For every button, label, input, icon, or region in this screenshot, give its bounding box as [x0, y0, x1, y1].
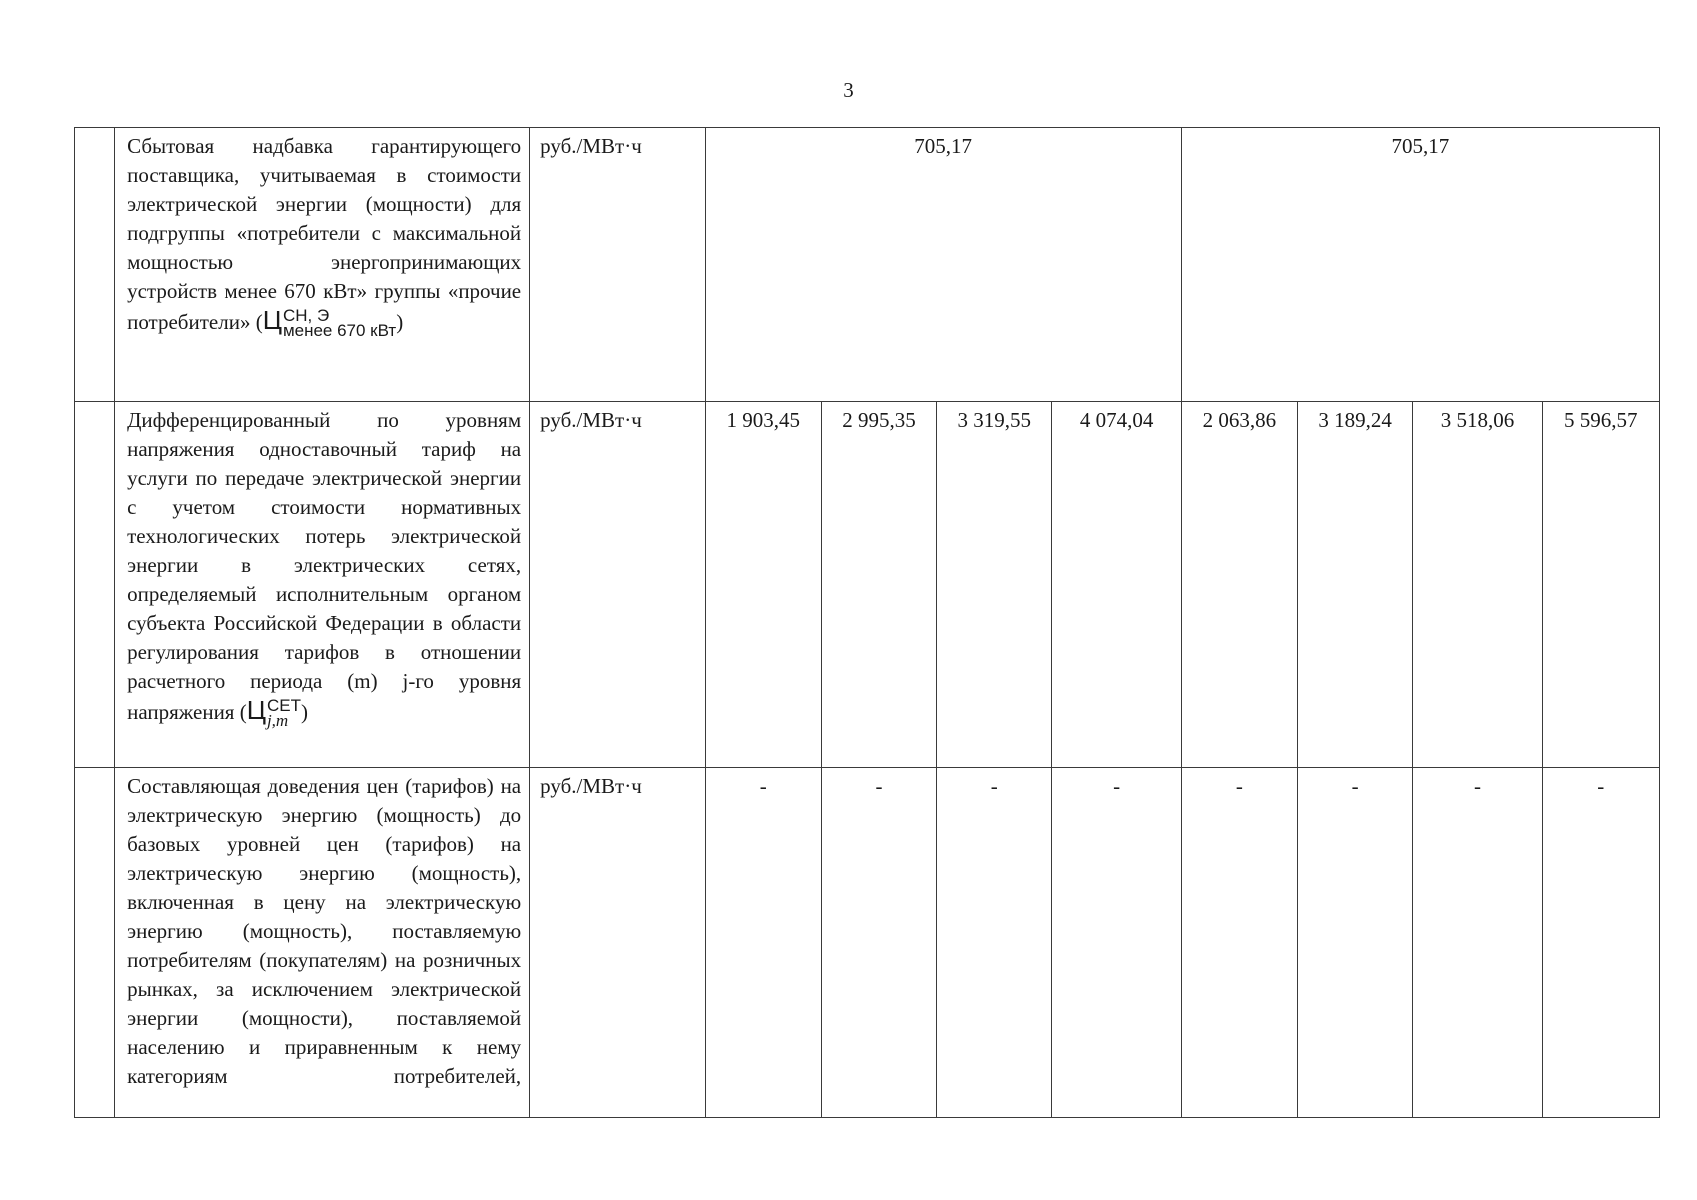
description-cell	[115, 402, 530, 768]
value-cell: -	[821, 768, 936, 1118]
description-end: )	[300, 700, 308, 724]
value-cell: 3 319,55	[937, 402, 1052, 768]
value-cell: -	[937, 768, 1052, 1118]
description-cell	[115, 128, 530, 402]
value-cell: 5 596,57	[1542, 402, 1659, 768]
table-row	[75, 128, 1660, 402]
page-number: 3	[843, 78, 854, 102]
description-cell	[115, 768, 530, 1118]
tariff-table	[74, 127, 1660, 1118]
formula	[246, 695, 301, 731]
description-tail	[127, 305, 521, 341]
formula-subscript: j,m	[266, 711, 289, 731]
table-row	[75, 768, 1660, 1118]
formula	[262, 305, 397, 341]
merged-value-cell: 705,17	[705, 128, 1181, 402]
table-row	[75, 402, 1660, 768]
merged-value-cell: 705,17	[1181, 128, 1659, 402]
description-tail-text: напряжения (	[127, 700, 247, 724]
unit-cell: руб./МВт·ч	[530, 768, 705, 1118]
formula-symbol: Ц	[246, 695, 266, 725]
formula-superscript: СН, Э	[282, 306, 330, 326]
value-cell: -	[1052, 768, 1181, 1118]
value-cell: 3 518,06	[1413, 402, 1542, 768]
description-text: Сбытовая надбавка гарантирующего поставщика, учитываемая в стоимости электрической энергии (мощности) для подгруппы «потребители с максимальной мощностью энергопринимающих устройств менее 670 кВт» группы «прочие	[127, 134, 522, 303]
unit-cell: руб./МВт·ч	[530, 128, 705, 402]
index-cell	[75, 128, 115, 402]
value-cell: 2 995,35	[821, 402, 936, 768]
index-cell	[75, 768, 115, 1118]
description-text: Составляющая доведения цен (тарифов) на электрическую энергию (мощность) до базовых уровней цен (тарифов) на электрическую энергию (мощность), включенная в цену на электрическую энергию (мощность), поставляемую потребителям (покупателям) на розничных рынках, за исключением электрической энергии (мощности), поставляемой населению и приравненным к нему категориям потребителей,	[127, 774, 522, 1088]
formula-symbol: Ц	[262, 305, 282, 335]
value-cell: -	[705, 768, 821, 1118]
index-cell	[75, 402, 115, 768]
value-cell: -	[1413, 768, 1542, 1118]
description-end: )	[396, 310, 404, 334]
formula-subscript: менее 670 кВт	[282, 321, 397, 341]
formula-superscript: СЕТ	[266, 696, 301, 716]
description-tail	[127, 695, 521, 731]
value-cell: -	[1298, 768, 1413, 1118]
value-cell: 4 074,04	[1052, 402, 1181, 768]
value-cell: 3 189,24	[1298, 402, 1413, 768]
value-cell: -	[1542, 768, 1659, 1118]
value-cell: -	[1181, 768, 1297, 1118]
unit-cell: руб./МВт·ч	[530, 402, 705, 768]
description-tail-text: потребители» (	[127, 310, 263, 334]
value-cell: 1 903,45	[705, 402, 821, 768]
description-text: Дифференцированный по уровням напряжения одноставочный тариф на услуги по передаче электрической энергии с учетом стоимости нормативных технологических потерь электрической энергии в электрических сетях, определяемый исполнительным органом субъекта Российской Федерации в области регулирования тарифов в отношении расчетного периода (m) j-го уровня	[127, 408, 522, 693]
value-cell: 2 063,86	[1181, 402, 1297, 768]
